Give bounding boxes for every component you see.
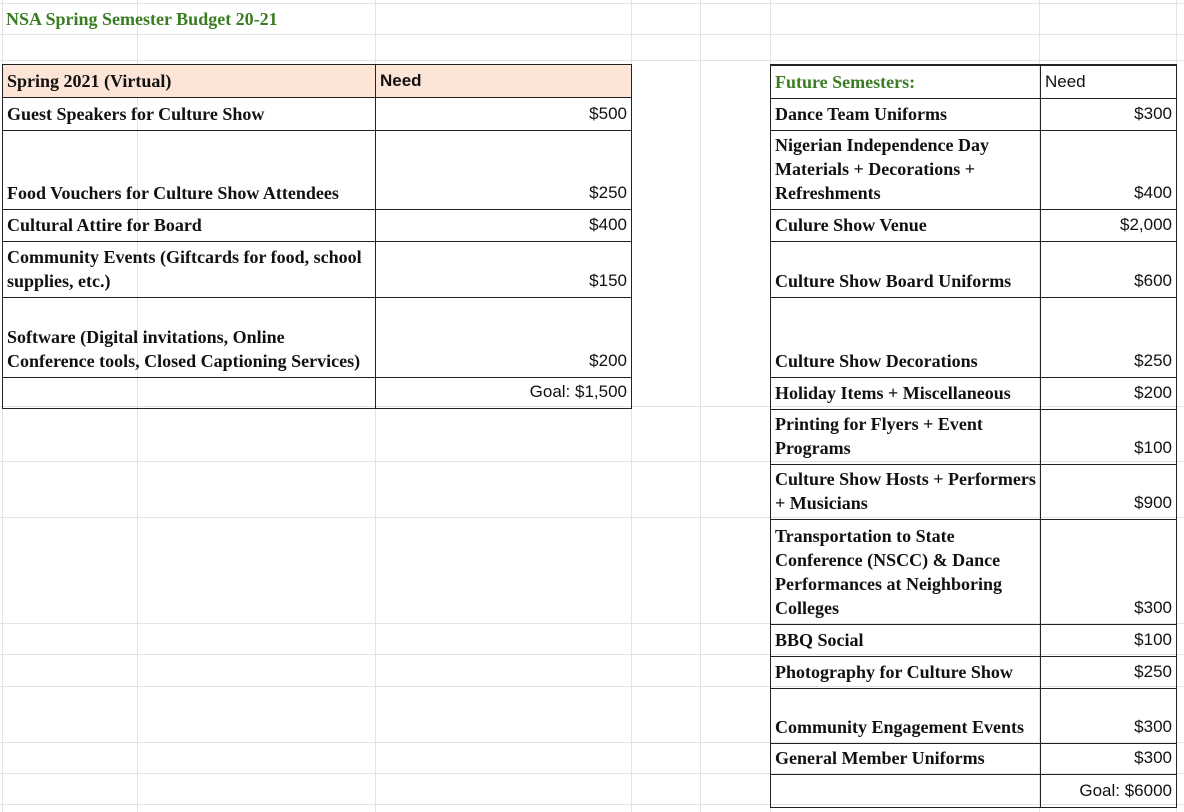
spring-row-4-amount[interactable]: $150 bbox=[375, 241, 632, 298]
future-goal-empty-cell[interactable] bbox=[770, 774, 1041, 808]
future-row-3-item[interactable]: Culure Show Venue bbox=[770, 209, 1041, 242]
spring-row-1-item[interactable]: Guest Speakers for Culture Show bbox=[2, 97, 376, 131]
future-goal[interactable]: Goal: $6000 bbox=[1040, 774, 1177, 808]
future-row-11-item[interactable]: Photography for Culture Show bbox=[770, 656, 1041, 689]
future-row-2-amount[interactable]: $400 bbox=[1040, 130, 1177, 210]
future-row-12-item[interactable]: Community Engagement Events bbox=[770, 688, 1041, 744]
sheet-title[interactable]: NSA Spring Semester Budget 20-21 bbox=[6, 9, 278, 29]
future-row-2-item[interactable]: Nigerian Independence Day Materials + Decorations + Refreshments bbox=[770, 130, 1041, 210]
future-row-9-amount[interactable]: $300 bbox=[1040, 519, 1177, 625]
future-row-3-amount[interactable]: $2,000 bbox=[1040, 209, 1177, 242]
spring-row-3-item[interactable]: Cultural Attire for Board bbox=[2, 209, 376, 242]
future-row-10-amount[interactable]: $100 bbox=[1040, 624, 1177, 657]
future-row-5-amount[interactable]: $250 bbox=[1040, 297, 1177, 378]
spring-goal[interactable]: Goal: $1,500 bbox=[375, 377, 632, 409]
future-row-12-amount[interactable]: $300 bbox=[1040, 688, 1177, 744]
future-row-10-item[interactable]: BBQ Social bbox=[770, 624, 1041, 657]
future-row-11-amount[interactable]: $250 bbox=[1040, 656, 1177, 689]
spring-row-4-item[interactable]: Community Events (Giftcards for food, school supplies, etc.) bbox=[2, 241, 376, 298]
spring-header-need[interactable]: Need bbox=[375, 64, 632, 98]
future-row-9-item[interactable]: Transportation to State Conference (NSCC) & Dance Performances at Neighboring Colleges bbox=[770, 519, 1041, 625]
future-row-5-item[interactable]: Culture Show Decorations bbox=[770, 297, 1041, 378]
spring-row-2-amount[interactable]: $250 bbox=[375, 130, 632, 210]
future-row-6-item[interactable]: Holiday Items + Miscellaneous bbox=[770, 377, 1041, 410]
future-header-need[interactable]: Need bbox=[1040, 64, 1177, 99]
spring-header-label[interactable]: Spring 2021 (Virtual) bbox=[2, 64, 376, 98]
future-row-4-amount[interactable]: $600 bbox=[1040, 241, 1177, 298]
future-row-13-item[interactable]: General Member Uniforms bbox=[770, 743, 1041, 775]
future-row-1-item[interactable]: Dance Team Uniforms bbox=[770, 98, 1041, 131]
future-row-6-amount[interactable]: $200 bbox=[1040, 377, 1177, 410]
spring-row-5-amount[interactable]: $200 bbox=[375, 297, 632, 378]
future-header-label[interactable]: Future Semesters: bbox=[770, 64, 1041, 99]
spring-row-5-item[interactable]: Software (Digital invitations, Online Conference tools, Closed Captioning Services) bbox=[2, 297, 376, 378]
future-row-13-amount[interactable]: $300 bbox=[1040, 743, 1177, 775]
spring-row-3-amount[interactable]: $400 bbox=[375, 209, 632, 242]
future-row-1-amount[interactable]: $300 bbox=[1040, 98, 1177, 131]
future-row-7-amount[interactable]: $100 bbox=[1040, 409, 1177, 465]
future-row-7-item[interactable]: Printing for Flyers + Event Programs bbox=[770, 409, 1041, 465]
future-row-8-item[interactable]: Culture Show Hosts + Performers + Musicians bbox=[770, 464, 1041, 520]
spring-row-1-amount[interactable]: $500 bbox=[375, 97, 632, 131]
future-row-4-item[interactable]: Culture Show Board Uniforms bbox=[770, 241, 1041, 298]
future-row-8-amount[interactable]: $900 bbox=[1040, 464, 1177, 520]
spring-row-2-item[interactable]: Food Vouchers for Culture Show Attendees bbox=[2, 130, 376, 210]
spring-goal-empty-cell[interactable] bbox=[2, 377, 376, 409]
